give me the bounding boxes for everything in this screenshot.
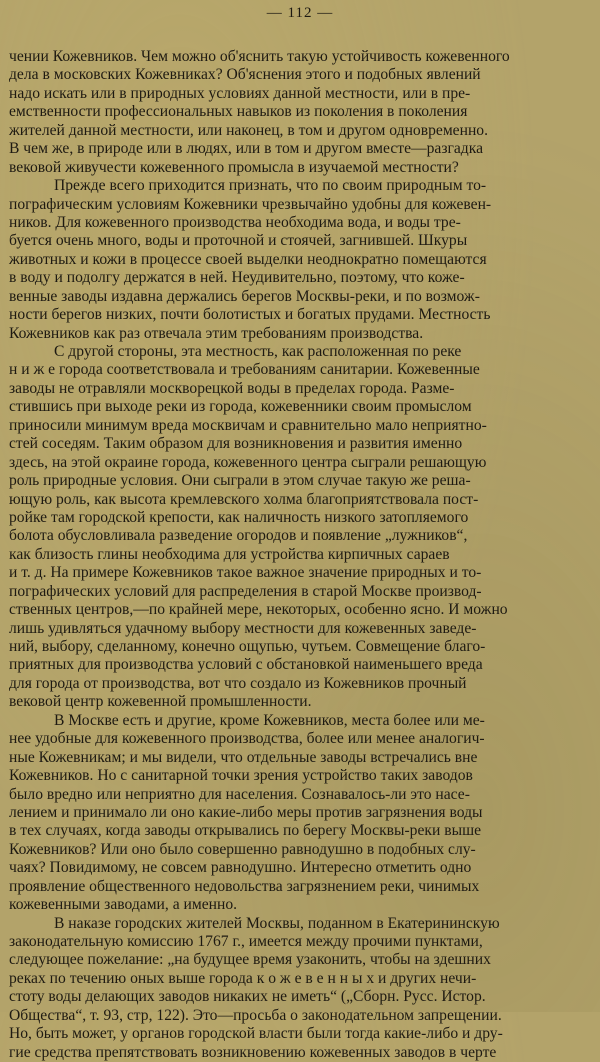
text-line: гие средства препятствовать возникновению кожевенных заводов в черте [9, 1043, 497, 1061]
text-line: в воду и подолгу держатся в ней. Неудивительно, поэтому, что коже- [9, 269, 465, 287]
text-line: стоту воды делающих заводов никаких не иметь“ („Сборн. Русс. Истор. [9, 988, 486, 1006]
text-line: как близость глины необходима для устройства кирпичных сараев [9, 545, 450, 563]
text-line: Прежде всего приходится признать, что по своим природным то- [54, 177, 487, 195]
text-line: В чем же, в природе или в людях, или в том и другом вместе—разгадка [9, 140, 483, 158]
text-line: лишь удивляться удачному выбору местности для кожевенных заведе- [9, 619, 477, 637]
text-line: стившись при выходе реки из города, кожевенники своим промыслом [9, 398, 472, 416]
text-line: ройке там городской крепости, как наличность низкого затопляемого [9, 508, 469, 526]
text-line: Но, быть может, у органов городской власти были тогда какие-либо и дру- [9, 1025, 503, 1043]
text-line: роль природные условия. Они сыграли в этом случае такую же реша- [9, 472, 471, 490]
text-line: Кожевников? Или оно было совершенно равнодушно в подобных слу- [9, 840, 476, 858]
text-line: ности берегов низких, почти болотистых и богатых прудами. Местность [9, 306, 491, 324]
text-line: Кожевников как раз отвечала этим требованиям производства. [9, 324, 424, 342]
text-line: приносили минимум вреда москвичам и сравнительно мало неприятно- [9, 416, 487, 434]
text-line: надо искать или в природных условиях данной местности, или в пре- [9, 84, 471, 102]
text-line: болота обусловливала разведение огородов и появление „лужников“, [9, 527, 468, 545]
text-line: заводы не отравляли москворецкой воды в пределах города. Разме- [9, 379, 455, 397]
text-line: венные заводы издавна держались берегов Москвы-реки, и по возмож- [9, 287, 480, 305]
text-line: следующее пожелание: „на будущее время узаконить, чтобы на здешних [9, 951, 491, 969]
text-line: С другой стороны, эта местность, как расположенная по реке [54, 343, 462, 360]
page-number: — 112 — [266, 5, 334, 21]
text-line: пографических условий для распределения в старой Москве производ- [9, 582, 482, 600]
text-line: В наказе городских жителей Москвы, поданном в Екатерининскую [54, 914, 500, 932]
text-line: ников. Для кожевенного производства необходима вода, и воды тре- [9, 213, 461, 231]
text-line: ные Кожевникам; и мы видели, что отдельные заводы встречались вне [9, 748, 478, 766]
text-line: чении Кожевников. Чем можно об'яснить такую устойчивость кожевенного [9, 48, 510, 65]
text-line: было вредно или неприятно для населения. Сознавалось-ли это насе- [9, 785, 470, 803]
text-line: вековой живучести кожевенного промысла в изучаемой местности? [9, 158, 459, 176]
text-line: здесь, на этой окраине города, кожевенного центра сыграли решающую [9, 453, 487, 471]
text-line: дела в московских Кожевниках? Об'яснения этого и подобных явлений [9, 66, 481, 84]
text-line: Общества“, т. 93, стр, 122). Это—просьба о законодательном запрещении. [9, 1006, 502, 1024]
text-line: стей соседям. Таким образом для возникновения и развития именно [9, 435, 463, 453]
text-line: емственности профессиональных навыков из поколения в поколения [9, 103, 468, 121]
text-line: проявление общественного недовольства загрязнением реки, чинимых [9, 877, 480, 895]
text-line: для города от производства, вот что создало из Кожевников прочный [9, 674, 467, 692]
text-line: буется очень много, воды и проточной и стоячей, загнившей. Шкуры [9, 232, 468, 250]
text-line: ний, выбору, сделанному, конечно ощупью, чутьем. Совмещение благо- [9, 638, 486, 655]
text-line: Кожевников. Но с санитарной точки зрения устройство таких заводов [9, 767, 473, 785]
text-line: н и ж е города соответствовала и требованиям санитарии. Кожевенные [9, 361, 480, 379]
text-line: вековой центр кожевенной промышленности. [9, 693, 312, 711]
text-line: животных и кожи в процессе своей выделки неоднократно помещаются [9, 250, 487, 268]
text-line: В Москве есть и другие, кроме Кожевников, места более или ме- [54, 711, 485, 729]
text-line: жителей данной местности, или наконец, в том и другом одновременно. [9, 121, 488, 139]
text-line: в тех случаях, когда заводы открывались по берегу Москвы-реки выше [9, 822, 481, 840]
text-line: ющую роль, как высота кремлевского холма благоприятствовала пост- [9, 490, 479, 508]
text-line: пографическим условиям Кожевники чрезвычайно удобны для кожевен- [9, 195, 492, 213]
text-line: приятных для производства условий с обстановкой наименьшего вреда [9, 656, 483, 674]
text-line: нее удобные для кожевенного производства, более или менее аналогич- [9, 730, 485, 748]
text-line: реках по течению оных выше города к о ж е в е н н ы х и других нечи- [9, 969, 477, 987]
text-line: чаях? Повидимому, не совсем равнодушно. Интересно отметить одно [9, 859, 472, 877]
body-text [9, 48, 591, 1062]
text-line: законодательную комиссию 1767 г., имеется между прочими пунктами, [9, 933, 483, 950]
text-line: ственных центров,—по крайней мере, некоторых, особенно ясно. И можно [9, 601, 508, 619]
text-line: лением и принимало ли оно какие-либо меры против загрязнения воды [9, 803, 483, 821]
text-line: кожевенными заводами, а именно. [9, 896, 238, 914]
text-line: и т. д. На примере Кожевников такое важное значение природных и то- [9, 564, 482, 582]
